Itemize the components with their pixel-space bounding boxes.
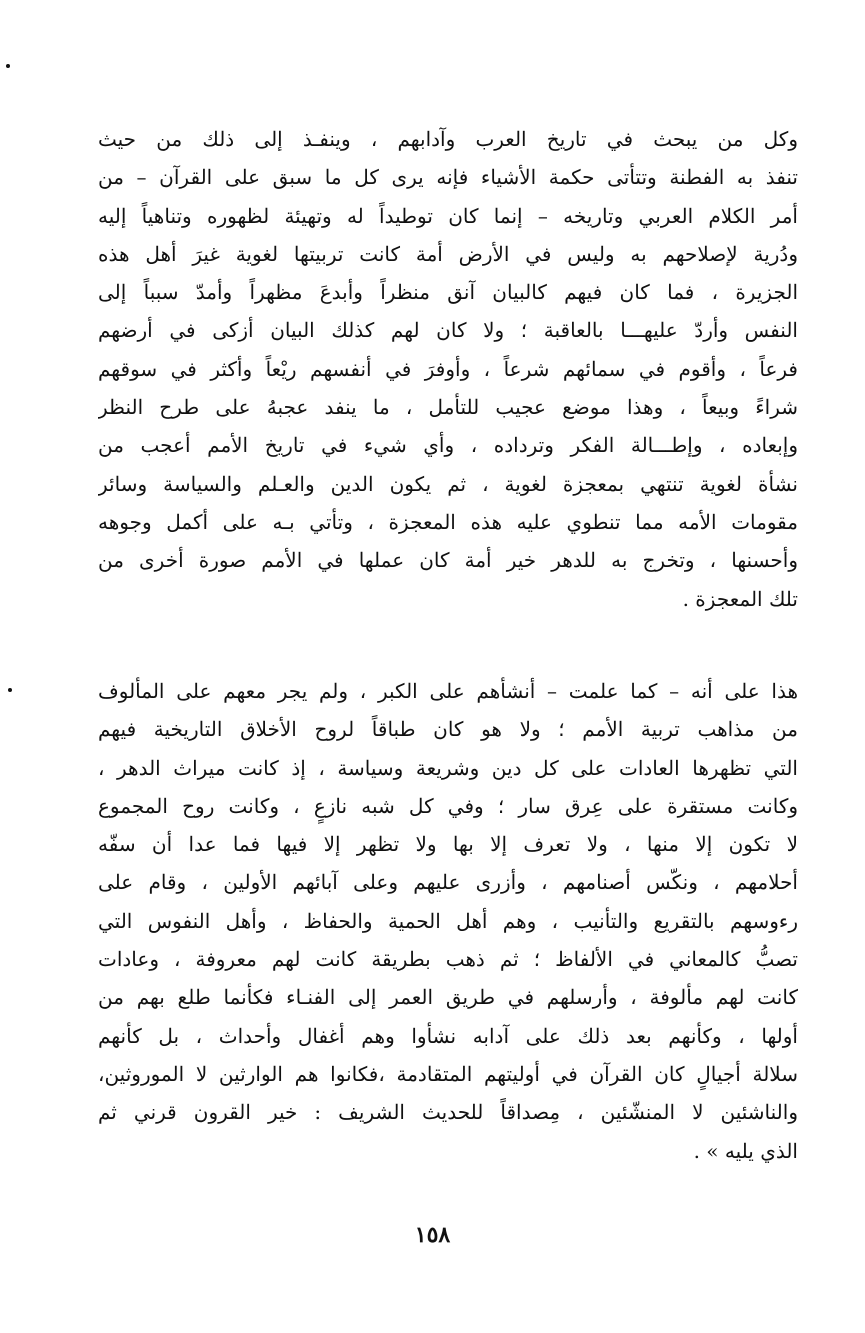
text-line: تلك المعجزة . — [682, 586, 798, 611]
text-line: تصبُّ كالمعاني في الألفاظ ؛ ثم ذهب بطريقة كانت لهم معروفة ، وعادات — [98, 947, 798, 972]
text-line: والناشئين لا المنشّئين ، مِصداقاً للحديث الشريف : خير القرون قرني ثم — [98, 1100, 798, 1125]
scan-dot-mark — [8, 688, 12, 692]
text-line: رءوسهم بالتقريع والتأنيب ، وهم أهل الحمية والحفاظ ، وأهل النفوس التي — [98, 908, 798, 933]
text-line: تنفذ به الفطنة وتتأتى حكمة الأشياء فإنه يرى كل ما سبق على القرآن – من — [98, 165, 798, 190]
text-line: وإبعاده ، وإطـــالة الفكر وترداده ، وأي شيء في تاريخ الأمم أعجب من — [98, 433, 798, 458]
text-line: لا تكون إلا منها ، ولا تعرف إلا بها ولا تظهر إلا فيها فما عدا أن سفّه — [98, 832, 798, 857]
text-line: التي تظهرها العادات على كل دين وشريعة وسياسة ، إذ كانت ميراث الدهر ، — [98, 755, 798, 780]
text-line: أحلامهم ، ونكّس أصنامهم ، وأزرى عليهم وعلى آبائهم الأولين ، وقام على — [98, 870, 798, 895]
page-number: ١٥٨ — [414, 1222, 451, 1248]
text-line: أولها ، وكأنهم بعد ذلك على آدابه نشأوا وهم أغفال وأحداث ، بل كأنهم — [98, 1023, 798, 1048]
text-line: النفس وأردّ عليهـــا بالعاقبة ؛ ولا كان لهم كذلك البيان أزكى في أرضهم — [98, 318, 798, 343]
text-line: فرعاً ، وأقوم في سمائهم شرعاً ، وأوفرَ في أنفسهم ريْعاً وأكثر في سوقهم — [98, 356, 798, 381]
text-line: هذا على أنه – كما علمت – أنشأهم على الكبر ، ولم يجر معهم على المألوف — [98, 679, 798, 703]
text-line: الذي يليه » . — [693, 1138, 798, 1163]
text-line: الجزيرة ، فما كان فيهم كالبيان آنق منظراً وأبدعَ مظهراً وأمدّ سبباً إلى — [98, 280, 798, 305]
text-line: مقومات الأمه مما تنطوي عليه هذه المعجزة ، وتأتي بـه على أكمل وجوهه — [98, 509, 798, 534]
paragraph-2 — [98, 672, 798, 1170]
text-line: ودُرية لإصلاحهم به وليس في الأرض أمة كانت تربيتها لغوية غيرَ أهل هذه — [98, 241, 798, 266]
text-line: من مذاهب تربية الأمم ؛ ولا هو كان طباقاً لروح الأخلاق التاريخية فيهم — [98, 717, 798, 742]
text-line: كانت لهم مألوفة ، وأرسلهم في طريق العمر إلى الفنـاء فكأنما طلع بهم من — [98, 985, 798, 1010]
text-line: أمر الكلام العربي وتاريخه – إنما كان توطيداً له وتهيئة لظهوره وتناهياً إليه — [98, 203, 798, 228]
text-line: وكل من يبحث في تاريخ العرب وآدابهم ، وينفـذ إلى ذلك من حيث — [98, 127, 798, 151]
text-line: نشأة لغوية تنتهي بمعجزة لغوية ، ثم يكون الدين والعـلم والسياسة وسائر — [98, 471, 798, 496]
text-line: شراءً وبيعاً ، وهذا موضع عجيب للتأمل ، ما ينفد عجبهُ على طرح النظر — [98, 395, 798, 420]
scan-dot-mark — [6, 64, 10, 68]
paragraph-1 — [98, 120, 798, 618]
text-line: سلالة أجيالٍ كان القرآن في أوليتهم المتقادمة ،فكانوا هم الوارثين لا الموروثين، — [98, 1061, 798, 1086]
text-line: وكانت مستقرة على عِرق سار ؛ وفي كل شبه نازعٍ ، وكانت روح المجموع — [98, 793, 798, 818]
text-line: وأحسنها ، وتخرج به للدهر خير أمة كان عملها في الأمم صورة أخرى من — [98, 548, 798, 573]
